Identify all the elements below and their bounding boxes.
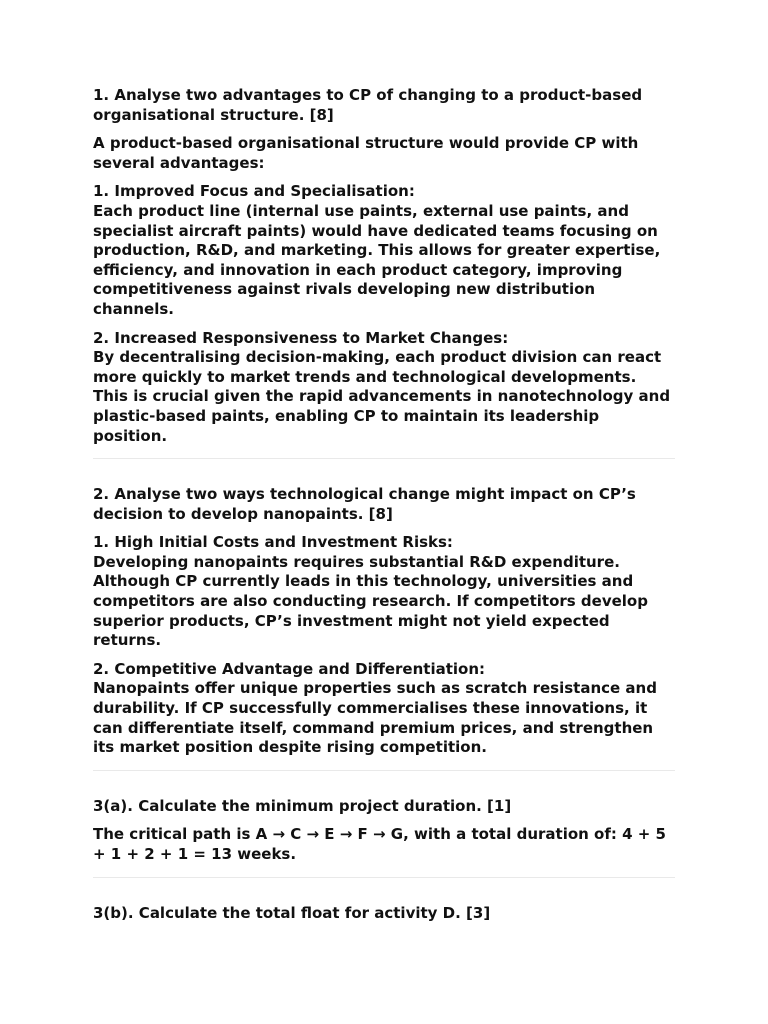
question-2-heading: 2. Analyse two ways technological change might impact on CP’s decision to develop nanopaints. [8] [93, 485, 636, 523]
question-1-point-1-title: 1. Improved Focus and Specialisation: [93, 182, 415, 201]
question-1-point-2 [93, 329, 675, 447]
question-1-intro: A product-based organisational structure would provide CP with several advantages: [93, 134, 639, 172]
document-content [93, 86, 675, 923]
question-1-heading: 1. Analyse two advantages to CP of changing to a product-based organisational structure. [8] [93, 86, 643, 124]
question-2-point-1-body: Developing nanopaints requires substantial R&D expenditure. Although CP currently leads in this technology, universities and competitors are also conducting research. If competitors develop superior products, CP’s investment might not yield expected returns. [93, 552, 648, 650]
question-3b-heading: 3(b). Calculate the total float for activity D. [3] [93, 903, 491, 922]
question-1-section [93, 86, 675, 446]
question-3b-section [93, 904, 675, 924]
question-2-point-2-title: 2. Competitive Advantage and Differentiation: [93, 659, 486, 678]
question-2-section [93, 485, 675, 758]
section-divider [93, 877, 675, 878]
question-2-point-1-title: 1. High Initial Costs and Investment Risks: [93, 533, 453, 552]
section-divider [93, 770, 675, 771]
question-1-point-1-body: Each product line (internal use paints, external use paints, and specialist aircraft paints) would have dedicated teams focusing on production, R&D, and marketing. This allows for greater expertise, efficiency, and innovation in each product category, improving competitiveness against rivals developing new distribution channels. [93, 201, 661, 318]
question-2-point-2-body: Nanopaints offer unique properties such as scratch resistance and durability. If CP successfully commercialises these innovations, it can differentiate itself, command premium prices, and strengthen its market position despite rising competition. [93, 679, 657, 757]
question-3a-heading: 3(a). Calculate the minimum project duration. [1] [93, 796, 512, 815]
question-2-point-1 [93, 533, 675, 651]
question-1-point-2-body: By decentralising decision-making, each product division can react more quickly to market trends and technological developments. This is crucial given the rapid advancements in nanotechnology and plastic-based paints, enabling CP to maintain its leadership position. [93, 348, 671, 445]
section-divider [93, 458, 675, 459]
question-3a-answer: The critical path is A → C → E → F → G, with a total duration of: 4 + 5 + 1 + 2 + 1 = 13 weeks. [93, 825, 666, 863]
question-1-point-1 [93, 182, 675, 319]
question-1-point-2-title: 2. Increased Responsiveness to Market Changes: [93, 328, 509, 347]
question-3a-section [93, 797, 675, 865]
question-2-point-2 [93, 660, 675, 758]
